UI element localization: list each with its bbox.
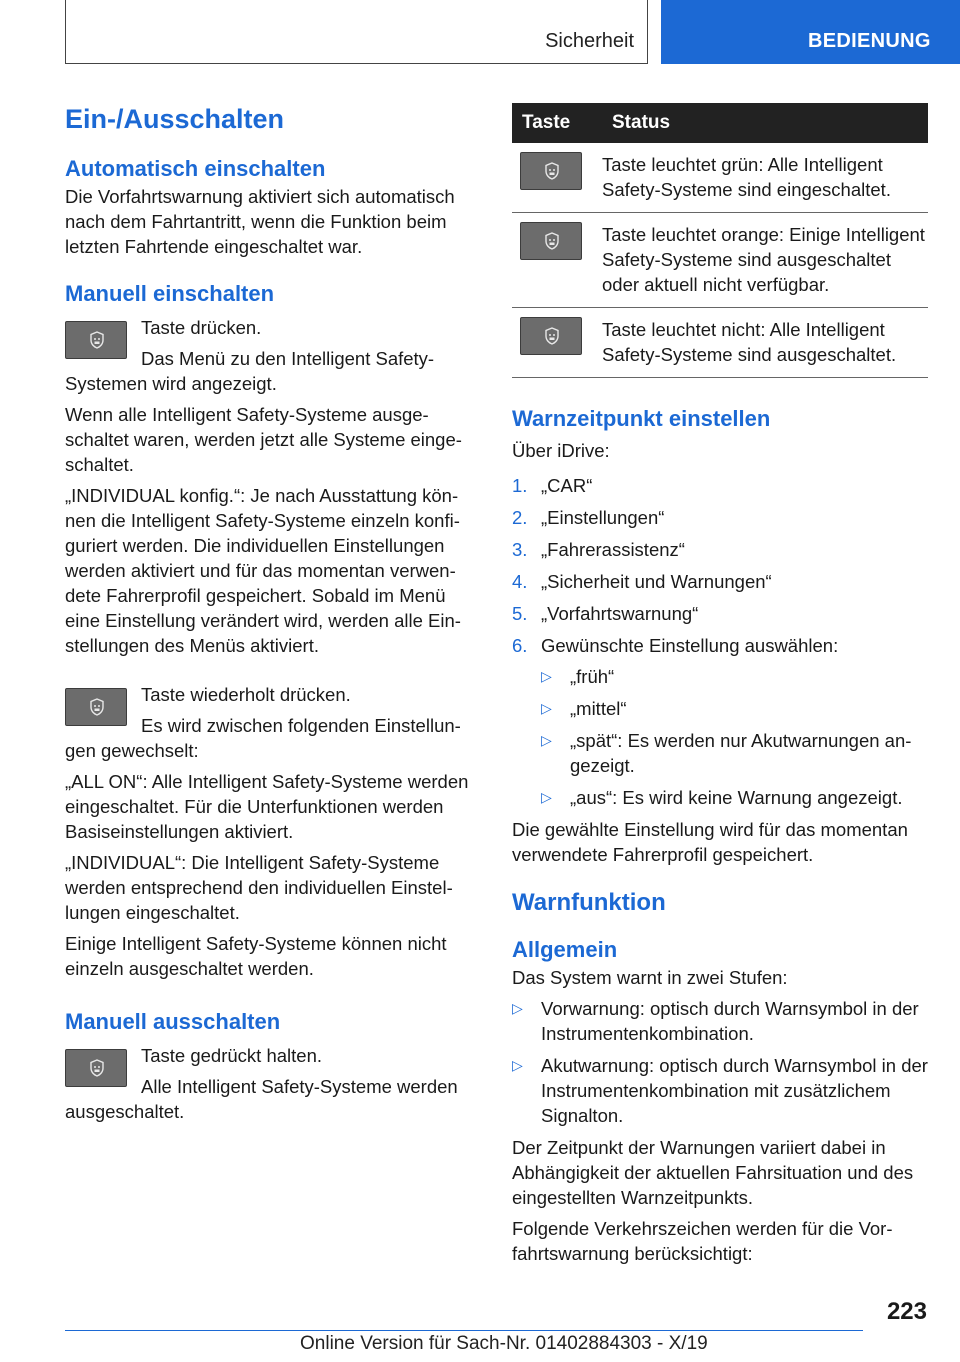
safety-button-icon <box>65 1049 127 1087</box>
safety-button-icon <box>520 317 582 355</box>
key2-line2: Es wird zwischen folgenden Einstellungen gewechselt: <box>65 715 461 761</box>
safety-button-icon <box>65 321 127 359</box>
list-item: ▷ Vorwarnung: optisch durch Warnsymbol in der Instrumentenkombination. <box>512 998 919 1044</box>
list-item: ▷ „aus“: Es wird keine Warnung angezeigt. <box>541 787 903 808</box>
option-list <box>541 664 928 810</box>
footer-divider <box>65 1330 863 1331</box>
key-block-3 <box>65 1043 475 1124</box>
list-item: 3. „Fahrerassistenz“ <box>512 539 685 560</box>
col-status: Status <box>602 103 928 143</box>
left-column <box>65 100 475 1130</box>
table-row <box>512 143 928 213</box>
status-text: Taste leuchtet nicht: Alle Intelligent Safety-Systeme sind ausgeschaltet. <box>602 308 928 378</box>
safety-button-icon <box>520 152 582 190</box>
heading-warnfunktion: Warnfunktion <box>512 889 666 916</box>
list-item: ▷ „spät“: Es werden nur Akutwarnungen angezeigt. <box>541 730 912 776</box>
triangle-bullet-icon: ▷ <box>541 700 552 716</box>
key3-line2: Alle Intelligent Safety-Systeme werden ausgeschaltet. <box>65 1076 458 1122</box>
list-item: 4. „Sicherheit und Warnungen“ <box>512 571 772 592</box>
list-item: 2. „Einstellungen“ <box>512 507 665 528</box>
table-row <box>512 213 928 308</box>
list-item: ▷ „mittel“ <box>541 698 627 719</box>
steps-list <box>512 473 928 810</box>
text-zeitpunkt: Der Zeitpunkt der Warnungen variiert dabei in Abhängigkeit der aktuellen Fahrsituation und des eingestellten Warnzeitpunkts. <box>512 1137 914 1208</box>
triangle-bullet-icon: ▷ <box>541 668 552 684</box>
heading-ein-ausschalten: Ein-/Ausschalten <box>65 104 285 134</box>
chapter-tab <box>661 0 960 64</box>
table-row <box>512 308 928 378</box>
right-column <box>512 100 928 1272</box>
footer-text: Online Version für Sach-Nr. 01402884303 - X/19 <box>300 1333 708 1354</box>
key2-line1: Taste wiederholt drücken. <box>141 684 351 705</box>
text-on2: Wenn alle Intelligent Safety-Systeme ausgeschaltet waren, werden jetzt alle Systeme eingeschaltet. <box>65 404 462 475</box>
heading-allgemein: Allgemein <box>512 937 618 962</box>
col-taste: Taste <box>512 103 602 143</box>
triangle-bullet-icon: ▷ <box>541 732 552 748</box>
page-number: 223 <box>886 1298 927 1325</box>
text-folgende: Folgende Verkehrszeichen werden für die Vorfahrtswarnung berücksichtigt: <box>512 1218 893 1264</box>
list-item: ▷ Akutwarnung: optisch durch Warnsymbol in der Instrumentenkombination mit zusätzlichem Signalton. <box>512 1055 928 1126</box>
list-item: 6. Gewünschte Einstellung auswählen: ▷ „früh“ ▷ „mittel“ ▷ „spät“: Es werden nur Akutwarnungen angezeigt. ▷ „aus“: Es wird keine Warnung angezeigt. <box>512 633 928 810</box>
table-header <box>512 103 928 143</box>
text-all-on: „ALL ON“: Alle Intelligent Safety-Systeme werden eingeschaltet. Für die Unterfunktionen werden Basiseinstellungen aktiviert. <box>65 771 469 842</box>
key-block-1 <box>65 315 475 396</box>
key1-line1: Taste drücken. <box>141 317 262 338</box>
status-text: Taste leuchtet orange: Einige Intelligent Safety-Systeme sind ausgeschaltet oder aktuell nicht verfügbar. <box>602 213 928 308</box>
text-on3: „INDIVIDUAL konfig.“: Je nach Ausstattung können die Intelligent Safety-Systeme einzeln konfiguriert werden. Die individuellen Einstellungen werden aktiviert und für das momentan verwendete Fahrerprofil gespeichert. Sobald im Menü eine Einstellung verändert wird, werden alle Einstellungen des Menüs aktiviert. <box>65 485 461 656</box>
triangle-bullet-icon: ▷ <box>512 1057 523 1073</box>
text-einige: Einige Intelligent Safety-Systeme können nicht einzeln ausgeschaltet werden. <box>65 933 447 979</box>
key1-line2: Das Menü zu den Intelligent Safety-Systemen wird angezeigt. <box>65 348 435 394</box>
text-individual: „INDIVIDUAL“: Die Intelligent Safety-Systeme werden entsprechend den individuellen Einstellungen eingeschaltet. <box>65 852 453 923</box>
text-stufen: Das System warnt in zwei Stufen: <box>512 967 788 988</box>
heading-manuell-aus: Manuell ausschalten <box>65 1009 281 1034</box>
text-auto: Die Vorfahrtswarnung aktiviert sich automatisch nach dem Fahrtantritt, wenn die Funktion beim letzten Fahrtende eingeschaltet war. <box>65 186 455 257</box>
chapter-label: BEDIENUNG <box>808 30 931 52</box>
list-item: 5. „Vorfahrtswarnung“ <box>512 603 699 624</box>
triangle-bullet-icon: ▷ <box>541 789 552 805</box>
safety-button-icon <box>65 688 127 726</box>
warn-levels-list <box>512 996 928 1128</box>
text-gewaehlt: Die gewählte Einstellung wird für das momentan verwendete Fahrerprofil gespeichert. <box>512 819 908 865</box>
list-item: 1. „CAR“ <box>512 475 593 496</box>
status-table <box>512 103 928 378</box>
heading-warnzeitpunkt: Warnzeitpunkt einstellen <box>512 406 771 431</box>
status-text: Taste leuchtet grün: Alle Intelligent Safety-Systeme sind eingeschaltet. <box>602 143 928 213</box>
heading-automatisch: Automatisch einschalten <box>65 156 326 181</box>
text-idrive: Über iDrive: <box>512 440 610 461</box>
heading-manuell-ein: Manuell einschalten <box>65 281 275 306</box>
key-block-2 <box>65 682 475 763</box>
safety-button-icon <box>520 222 582 260</box>
key3-line1: Taste gedrückt halten. <box>141 1045 322 1066</box>
section-title: Sicherheit <box>545 30 634 52</box>
list-item: ▷ „früh“ <box>541 666 615 687</box>
triangle-bullet-icon: ▷ <box>512 1000 523 1016</box>
